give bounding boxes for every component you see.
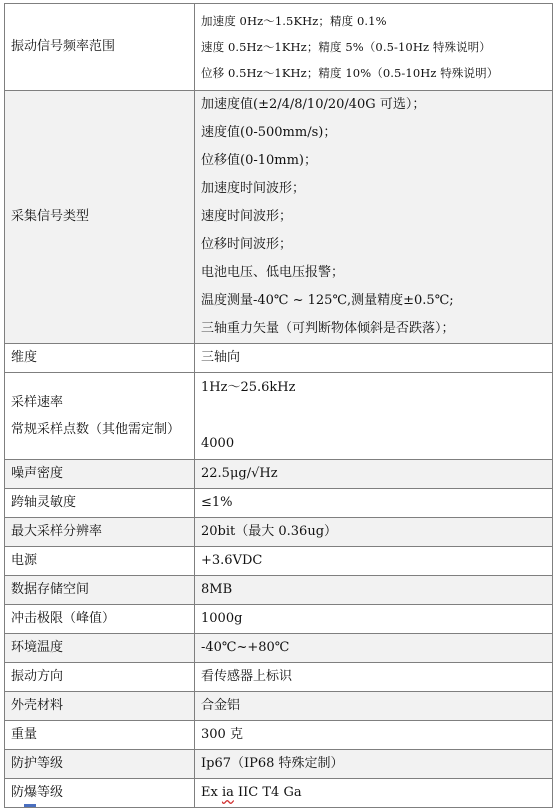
table-row: [5, 344, 553, 373]
row-label: 防爆等级: [5, 779, 195, 808]
value-line: 三轴重力矢量（可判断物体倾斜是否跌落）；: [201, 321, 455, 336]
row-label: 最大采样分辨率: [5, 518, 195, 547]
row-value: -40℃~+80℃: [195, 634, 553, 663]
ex-protection-type: ia: [221, 785, 234, 800]
row-value: [195, 91, 553, 344]
table-row: [5, 489, 553, 518]
row-label: 环境温度: [5, 634, 195, 663]
table-row: [5, 721, 553, 750]
ex-prefix: Ex: [201, 785, 222, 800]
value-line: 速度 0.5Hz～1KHz；精度 5%（0.5-10Hz 特殊说明）: [201, 40, 491, 54]
row-label-line: 采样速率: [11, 395, 64, 410]
value-line: 温度测量-40℃ ~ 125℃,测量精度±0.5℃;: [201, 293, 454, 308]
value-line: 4000: [201, 436, 235, 451]
value-line: 加速度 0Hz～1.5KHz；精度 0.1%: [201, 14, 387, 28]
table-row: [5, 547, 553, 576]
table-row: [5, 4, 553, 91]
table-row: [5, 779, 553, 808]
value-line: 速度值(0-500mm/s)；: [201, 125, 337, 140]
table-row: [5, 605, 553, 634]
table-row: [5, 518, 553, 547]
row-value: +3.6VDC: [195, 547, 553, 576]
specification-table: [4, 3, 553, 808]
row-label: [5, 373, 195, 460]
row-label: 跨轴灵敏度: [5, 489, 195, 518]
row-label: 维度: [5, 344, 195, 373]
row-value: ≤1%: [195, 489, 553, 518]
table-row: [5, 91, 553, 344]
row-value: [195, 373, 553, 460]
row-value: Ip67（IP68 特殊定制）: [195, 750, 553, 779]
table-row: [5, 373, 553, 460]
row-label-line: 常规采样点数（其他需定制）: [11, 422, 181, 437]
table-row: [5, 663, 553, 692]
row-value: 合金铝: [195, 692, 553, 721]
row-value: 20bit（最大 0.36ug）: [195, 518, 553, 547]
row-value: 1000g: [195, 605, 553, 634]
ex-suffix: IIC T4 Ga: [233, 785, 302, 800]
value-line: 位移 0.5Hz～1KHz；精度 10%（0.5-10Hz 特殊说明）: [201, 66, 499, 80]
row-label: 重量: [5, 721, 195, 750]
table-row: [5, 460, 553, 489]
value-line: 位移时间波形；: [201, 237, 293, 252]
row-value: 三轴向: [195, 344, 553, 373]
row-value: [195, 779, 553, 808]
page-edge-mark: [24, 804, 36, 807]
row-value: [195, 4, 553, 91]
value-line: 加速度值(±2/4/8/10/20/40G 可选）；: [201, 97, 426, 112]
value-line: 位移值(0-10mm)；: [201, 153, 318, 168]
table-row: [5, 750, 553, 779]
row-value: 22.5μg/√Hz: [195, 460, 553, 489]
row-label: 外壳材料: [5, 692, 195, 721]
value-line: 电池电压、低电压报警；: [201, 265, 345, 280]
row-label: 电源: [5, 547, 195, 576]
table-row: [5, 634, 553, 663]
table-row: [5, 576, 553, 605]
row-label: 防护等级: [5, 750, 195, 779]
table-row: [5, 692, 553, 721]
row-label: 噪声密度: [5, 460, 195, 489]
value-line: 速度时间波形；: [201, 209, 293, 224]
value-line: 加速度时间波形；: [201, 181, 306, 196]
row-value: 8MB: [195, 576, 553, 605]
row-value: 300 克: [195, 721, 553, 750]
row-label: 数据存储空间: [5, 576, 195, 605]
row-label: 振动信号频率范围: [5, 4, 195, 91]
row-label: 冲击极限（峰值）: [5, 605, 195, 634]
row-label: 振动方向: [5, 663, 195, 692]
value-line: 1Hz～25.6kHz: [201, 380, 296, 395]
row-value: 看传感器上标识: [195, 663, 553, 692]
row-label: 采集信号类型: [5, 91, 195, 344]
